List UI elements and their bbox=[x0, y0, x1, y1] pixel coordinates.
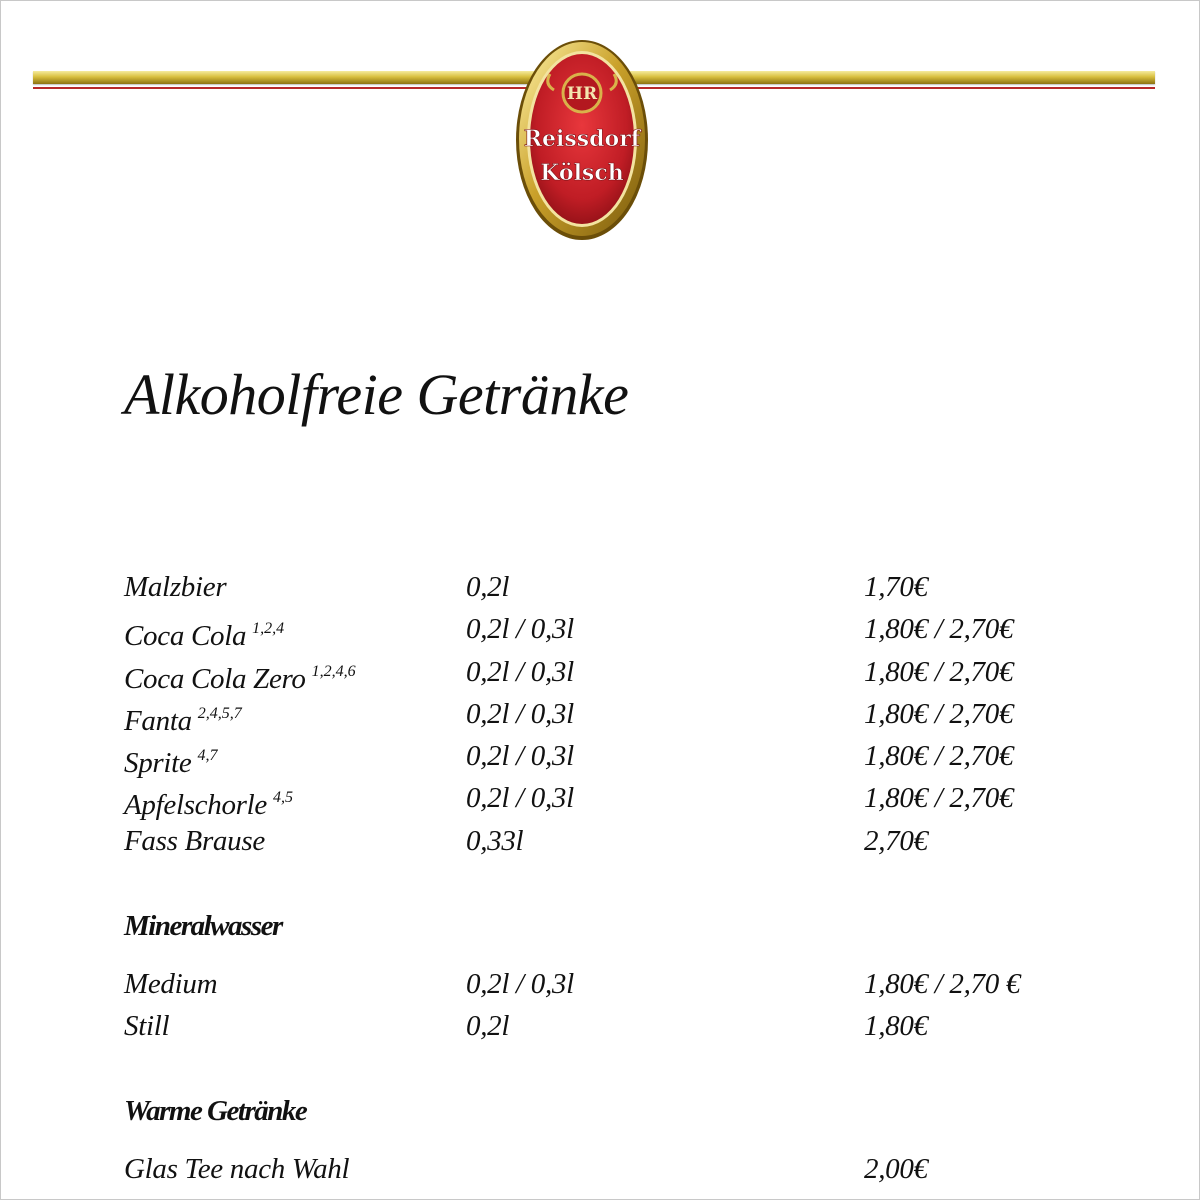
logo-monogram: HR bbox=[566, 84, 598, 104]
reissdorf-koelsch-logo bbox=[514, 38, 650, 242]
menu-row-malzbier bbox=[124, 566, 1124, 608]
item-name: Medium bbox=[124, 968, 218, 1000]
item-price: 1,80€ bbox=[864, 1010, 928, 1043]
item-name: Fanta $^{2,4,5,7}$ bbox=[124, 704, 242, 737]
warm-list bbox=[124, 1148, 1124, 1190]
item-price: 2,70€ bbox=[864, 824, 928, 857]
item-price: 1,80€ / 2,70€ bbox=[864, 782, 1014, 815]
item-name: Sprite $^{4,7}$ bbox=[124, 747, 218, 780]
item-size: 0,2l / 0,3l bbox=[466, 782, 574, 815]
item-name: Fass Brause bbox=[124, 824, 265, 857]
item-size: 0,2l bbox=[466, 571, 510, 603]
item-size: 0,33l bbox=[466, 824, 524, 857]
item-name: Coca Cola $^{1,2,4}$ bbox=[124, 620, 285, 653]
item-size: 0,2l / 0,3l bbox=[466, 613, 574, 646]
item-name: Still bbox=[124, 1010, 170, 1043]
menu-row-still bbox=[124, 1005, 1124, 1047]
menu-row-coca-cola bbox=[124, 608, 1124, 653]
menu-row-glas-tee bbox=[124, 1148, 1124, 1190]
item-name: Glas Tee nach Wahl bbox=[124, 1153, 350, 1185]
menu-row-fass-brause bbox=[124, 820, 1124, 862]
item-price: 2,00€ bbox=[864, 1153, 928, 1185]
item-price: 1,80€ / 2,70€ bbox=[864, 697, 1014, 730]
section-heading-warme-getraenke: Warme Getränke bbox=[124, 1095, 307, 1127]
menu-row-medium bbox=[124, 963, 1124, 1005]
mineral-list bbox=[124, 963, 1124, 1048]
item-price: 1,80€ / 2,70€ bbox=[864, 613, 1014, 646]
item-notes: 2,4,5,7 bbox=[197, 704, 242, 722]
item-price: 1,80€ / 2,70€ bbox=[864, 740, 1014, 773]
item-size: 0,2l / 0,3l bbox=[466, 655, 574, 688]
item-size: 0,2l bbox=[466, 1010, 510, 1043]
section-heading-mineralwasser: Mineralwasser bbox=[124, 910, 282, 942]
item-size: 0,2l / 0,3l bbox=[466, 968, 574, 1000]
item-name: Apfelschorle $^{4,5}$ bbox=[124, 789, 293, 822]
logo-text-line1: Reissdorf bbox=[523, 126, 641, 152]
menu-row-sprite bbox=[124, 735, 1124, 780]
item-size: 0,2l / 0,3l bbox=[466, 697, 574, 730]
menu-row-coca-cola-zero bbox=[124, 651, 1124, 693]
item-price: 1,70€ bbox=[864, 571, 928, 603]
logo-text-line2: Kölsch bbox=[540, 160, 624, 186]
item-notes: 4,7 bbox=[197, 747, 218, 765]
item-price: 1,80€ / 2,70 € bbox=[864, 968, 1021, 1000]
item-notes: 1,2,4,6 bbox=[311, 662, 356, 680]
menu-row-fanta bbox=[124, 693, 1124, 735]
item-name: Coca Cola Zero $^{1,2,4,6}$ bbox=[124, 662, 356, 695]
page-title: Alkoholfreie Getränke bbox=[124, 362, 629, 427]
item-notes: 1,2,4 bbox=[252, 620, 285, 638]
softdrinks-list bbox=[124, 566, 1124, 862]
item-price: 1,80€ / 2,70€ bbox=[864, 655, 1014, 688]
item-size: 0,2l / 0,3l bbox=[466, 740, 574, 773]
item-notes: 4,5 bbox=[272, 789, 293, 807]
menu-row-apfelschorle bbox=[124, 777, 1124, 822]
item-name: Malzbier bbox=[124, 571, 227, 603]
